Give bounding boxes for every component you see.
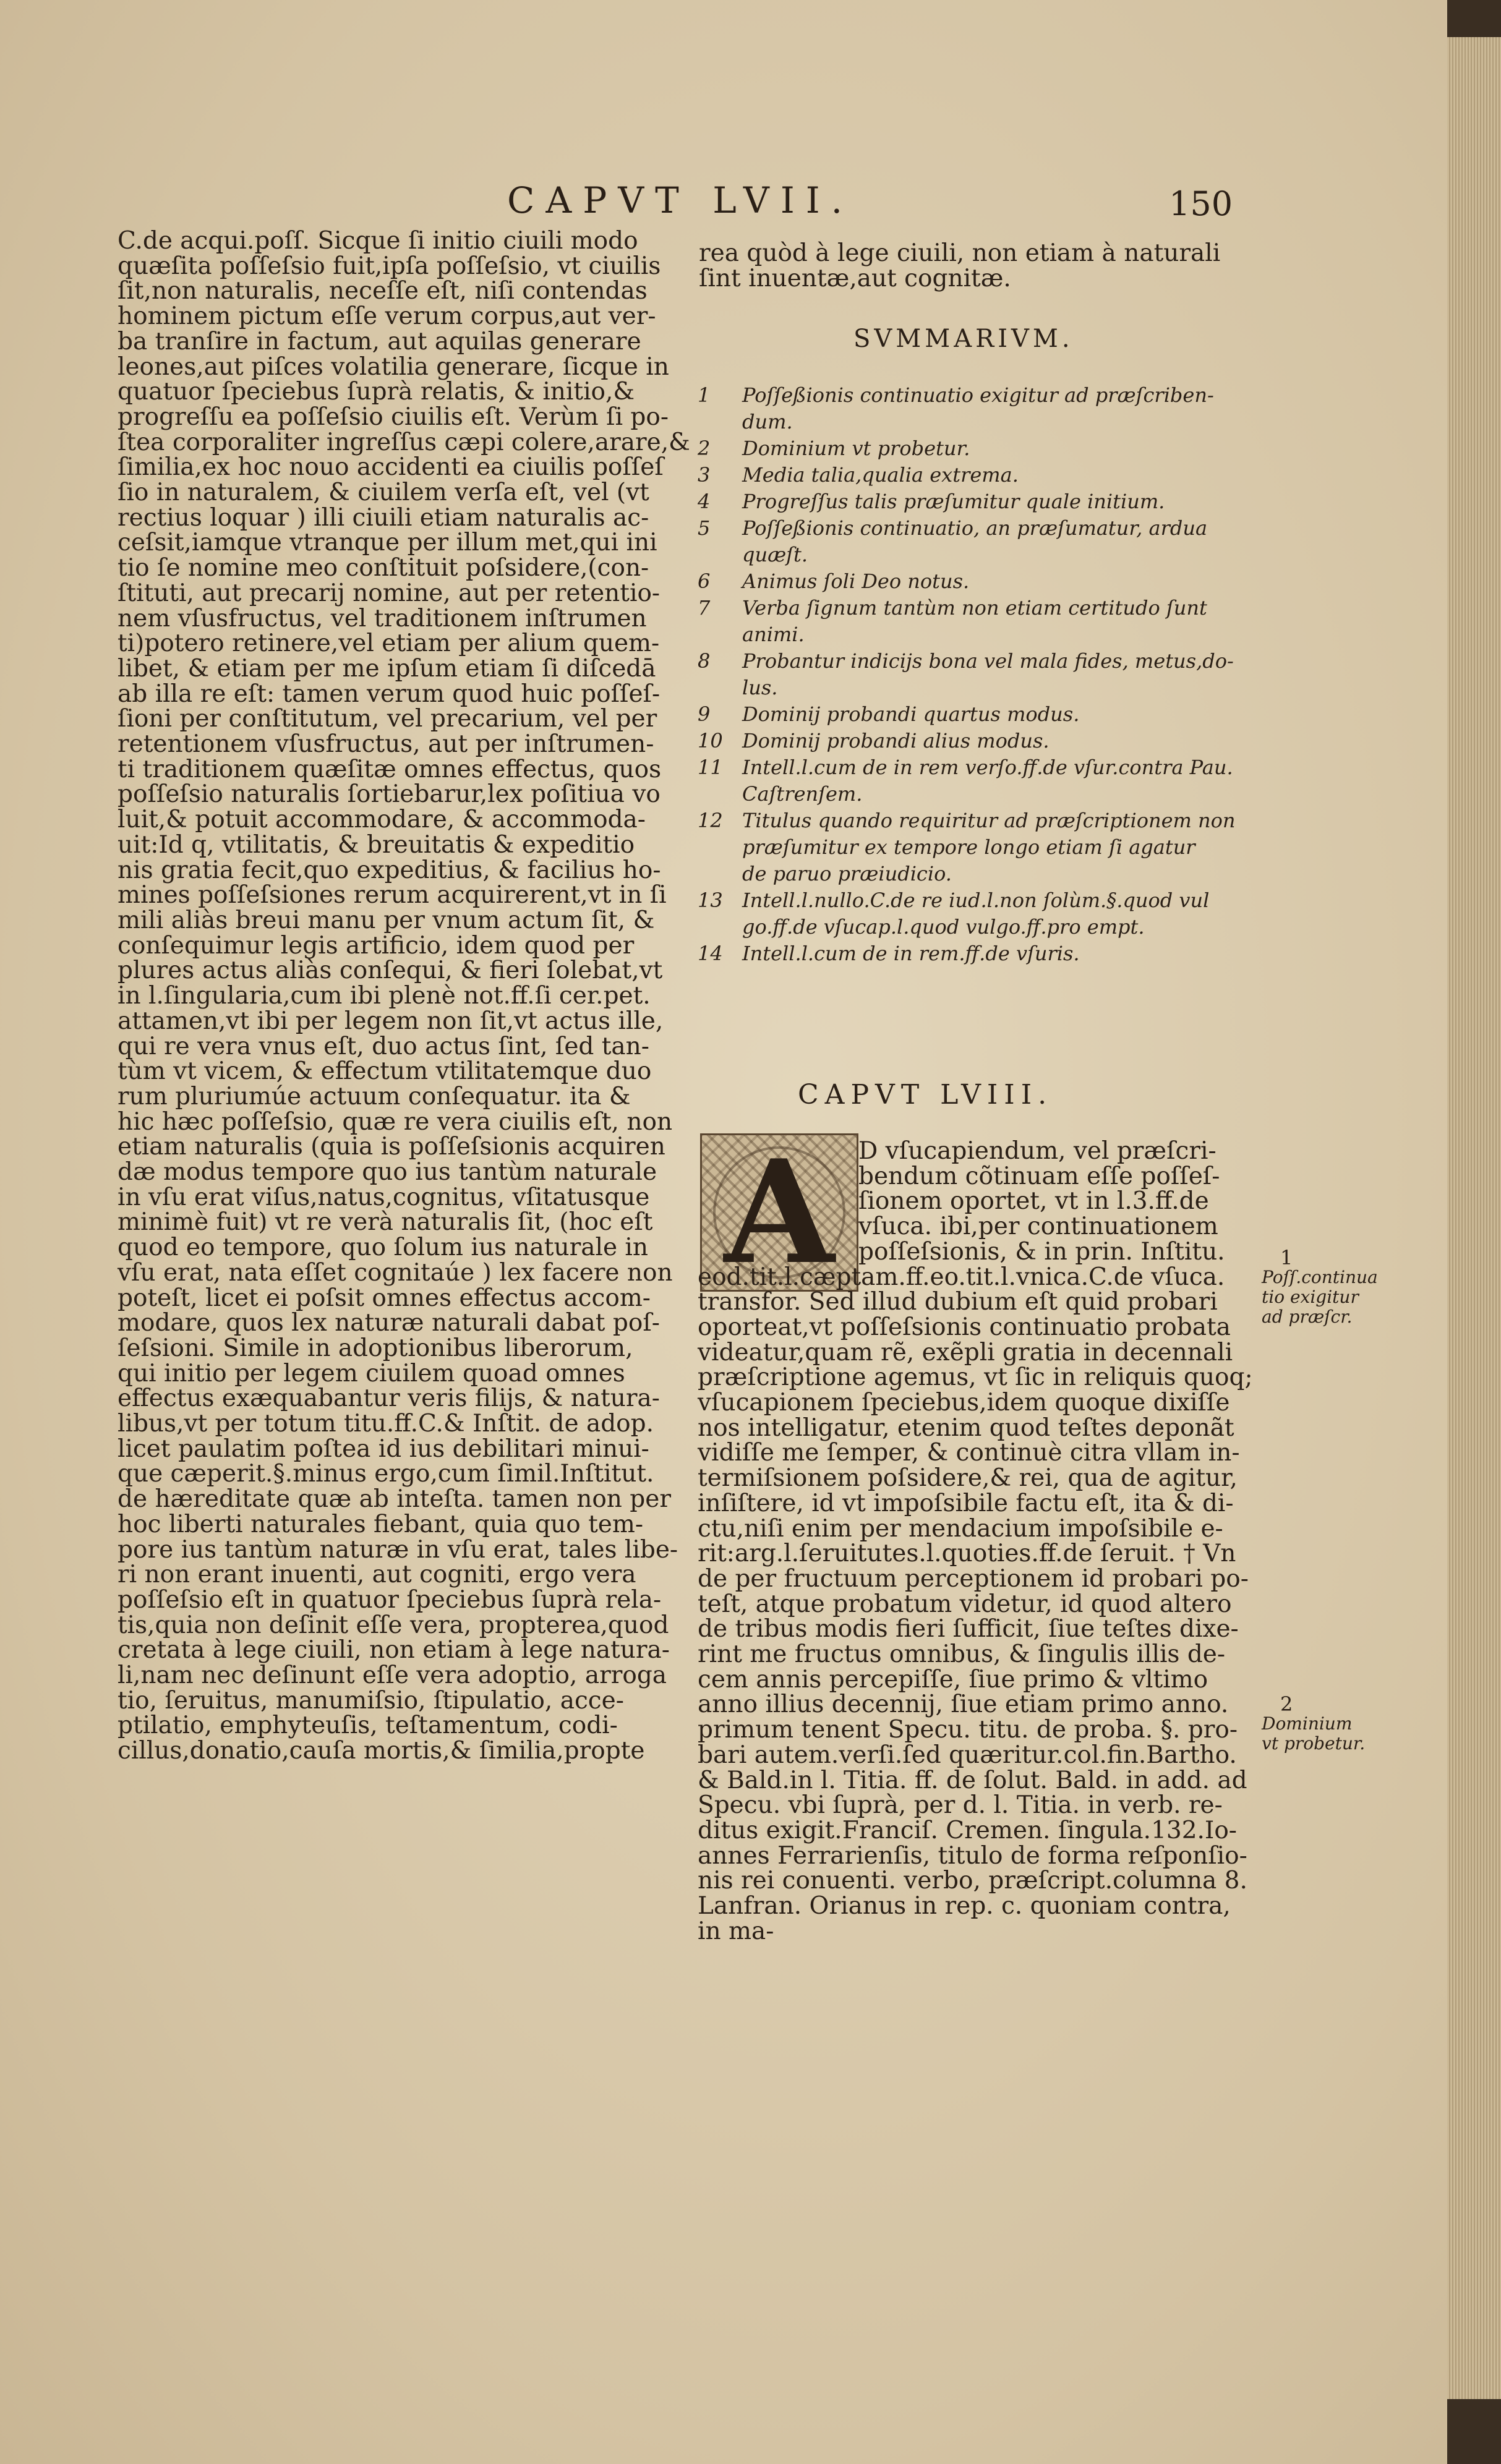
text-line: qui re vera vnus eſt, duo actus ſint, ſed tan- xyxy=(118,1032,649,1060)
text-line: modare, quos lex naturæ naturali dabat poſ- xyxy=(118,1309,660,1337)
text-line: D vſucapiendum, vel præſcri- xyxy=(858,1137,1217,1165)
text-line: licet paulatim poſtea id ius debilitari minui- xyxy=(118,1434,649,1463)
text-line: que cæperit.§.minus ergo,cum ſimil.Inſtitut. xyxy=(118,1460,654,1488)
summary-item-number: 13 xyxy=(698,889,723,912)
text-line: vſu erat, nata eſſet cognitaúe ) lex facere non xyxy=(118,1258,673,1287)
text-line: quatuor ſpeciebus ſuprà relatis, & initio,& xyxy=(118,378,635,406)
text-line: qui initio per legem ciuilem quoad omnes xyxy=(118,1359,625,1388)
text-line: poteſt, licet ei poſsit omnes effectus accom- xyxy=(118,1284,651,1312)
text-line: leones,aut piſces volatilia generare, ſicque in xyxy=(118,352,669,381)
text-line: eod.tit.l.cæptam.ff.eo.tit.l.vnica.C.de vſuca. xyxy=(698,1263,1225,1291)
text-line: progreſſu ea poſſeſsio ciuilis eſt. Verùm ſi po- xyxy=(118,403,669,431)
text-line: primum tenent Specu. titu. de proba. §. pro- xyxy=(698,1716,1238,1744)
text-line: ceſsit,iamque vtranque per illum met,qui ini xyxy=(118,529,657,557)
summary-item-text: Poſſeßionis continuatio exigitur ad præſcriben- xyxy=(742,383,1214,407)
text-line: retentionem vſusfructus, aut per inſtrumen- xyxy=(118,730,654,759)
summary-item-number: 9 xyxy=(698,702,711,726)
text-line: ſtea corporaliter ingreſſus cæpi colere,arare,& xyxy=(118,428,690,456)
summary-item-continuation: animi. xyxy=(742,623,805,646)
text-line: rint me fructus omnibus, & ſingulis illis de- xyxy=(698,1640,1226,1669)
page-edges xyxy=(1447,37,1501,2399)
text-line: in ma- xyxy=(698,1917,774,1945)
summary-item xyxy=(698,515,1242,542)
summary-item-text: Dominij probandi alius modus. xyxy=(742,729,1050,752)
left-column-text xyxy=(118,227,690,1765)
summary-item-number: 6 xyxy=(698,569,711,593)
right-column-continuation xyxy=(699,241,1231,291)
text-line: nos intelligatur, etenim quod teſtes deponãt xyxy=(698,1413,1234,1442)
text-line: hic hæc poſſeſsio, quæ re vera ciuilis eſt, non xyxy=(118,1107,673,1136)
text-line: oporteat,vt poſſeſsionis continuatio probata xyxy=(698,1313,1231,1341)
summary-item xyxy=(698,808,1242,834)
text-line: poſſeſsio naturalis ſortiebarur,lex poſitiua vo xyxy=(118,780,661,809)
text-line: ſimilia,ex hoc nouo accidenti ea ciuilis poſſeſ xyxy=(118,453,664,482)
text-line: luit,& potuit accommodare, & accommoda- xyxy=(118,806,646,834)
text-line: pore ius tantùm naturæ in vſu erat, tales libe- xyxy=(118,1535,678,1564)
text-line: ſit,non naturalis, neceſſe eſt, niſi contendas xyxy=(118,277,648,305)
text-line: cem annis percepiſſe, ſiue primo & vltimo xyxy=(698,1665,1208,1694)
summary-item xyxy=(698,435,1242,462)
text-line: rectius loquar ) illi ciuili etiam naturalis ac- xyxy=(118,503,649,532)
text-line: minimè fuit) vt re verà naturalis ſit, (hoc eſt xyxy=(118,1208,653,1237)
text-line: ba tranſire in factum, aut aquilas generare xyxy=(118,327,641,356)
summary-item-number: 5 xyxy=(698,516,711,540)
text-line: mines poſſeſsiones rerum acquirerent,vt in ſi xyxy=(118,881,667,910)
text-line: ptilatio, emphyteuſis, teſtamentum, codi- xyxy=(118,1712,618,1740)
text-line: ab illa re eſt: tamen verum quod huic poſſeſ- xyxy=(118,680,661,708)
text-line: tis,quia non deſinit eſſe vera, propterea,quod xyxy=(118,1611,669,1639)
text-line: vſuca. ibi,per continuationem xyxy=(858,1213,1218,1241)
summary-item-text: Intell.l.cum de in rem verſo.ff.de vſur.contra Pau. xyxy=(742,756,1233,779)
text-line: quæſita poſſeſsio fuit,ipſa poſſeſsio, vt ciuilis xyxy=(118,252,661,280)
summary-item-continuation: lus. xyxy=(742,676,778,699)
text-line: vidiſſe me ſemper, & continuè citra vllam in- xyxy=(698,1439,1240,1467)
text-line: tùm vt vicem, & effectum vtilitatemque duo xyxy=(118,1057,652,1086)
text-line: de per fructuum perceptionem id probari po- xyxy=(698,1564,1249,1593)
summary-item-number: 8 xyxy=(698,649,711,673)
text-line: nis rei conuenti. verbo, præſcript.columna 8. xyxy=(698,1867,1247,1895)
summary-item-text: Media talia,qualia extrema. xyxy=(742,463,1019,487)
text-line: plures actus aliàs conſequi, & fieri ſolebat,vt xyxy=(118,957,663,985)
summary-item-text: Progreſſus talis præſumitur quale initium. xyxy=(742,490,1165,513)
summary-item-number: 7 xyxy=(698,596,711,620)
text-line: cillus,donatio,cauſa mortis,& ſimilia,propte xyxy=(118,1737,645,1765)
text-line: de tribus modis fieri ſufficit, ſiue teſtes dixe- xyxy=(698,1615,1239,1643)
text-line: hoc liberti naturales fiebant, quia quo tem- xyxy=(118,1510,644,1538)
summary-item-number: 4 xyxy=(698,490,711,513)
text-line: etiam naturalis (quia is poſſeſsionis acquiren xyxy=(118,1133,665,1161)
summary-item-text: Animus ſoli Deo notus. xyxy=(742,569,970,593)
text-line: in l.ſingularia,cum ibi plenè not.ff.ſi cer.pet. xyxy=(118,982,651,1010)
summary-item xyxy=(698,488,1242,515)
summary-item xyxy=(698,595,1242,621)
text-line: hominem pictum eſſe verum corpus,aut ver- xyxy=(118,302,656,331)
text-line: tio, ſeruitus, manumiſsio, ſtipulatio, acce- xyxy=(118,1686,624,1715)
text-line: tio ſe nomine meo conſtituit poſsidere,(con- xyxy=(118,554,649,582)
summary-item xyxy=(698,568,1242,595)
text-line: uit:Id q, vtilitatis, & breuitatis & expeditio xyxy=(118,830,635,859)
summary-item xyxy=(698,462,1242,488)
text-line: cretata à lege ciuili, non etiam à lege natura- xyxy=(118,1636,670,1665)
text-line: ti traditionem quæſitæ omnes effectus, quos xyxy=(118,755,662,783)
text-line: ſtituti, aut precarij nomine, aut per retentio- xyxy=(118,579,661,607)
summary-item-continuation: præſumitur ex tempore longo etiam ſi agatur xyxy=(742,835,1195,859)
summary-item-text: Intell.l.nullo.C.de re iud.l.non ſolùm.§.quod vul xyxy=(742,889,1210,912)
summary-item-text: Poſſeßionis continuatio, an præſumatur, ardua xyxy=(742,516,1208,540)
text-line: Lanfran. Orianus in rep. c. quoniam contra, xyxy=(698,1892,1231,1920)
text-line: libus,vt per totum titu.ff.C.& Inſtit. de adop. xyxy=(118,1410,654,1438)
summary-item-number: 1 xyxy=(698,383,711,407)
summary-item-text: Dominium vt probetur. xyxy=(742,437,970,460)
text-line: ctu,niſi enim per mendacium impoſsibile e- xyxy=(698,1514,1223,1543)
summary-item-text: Titulus quando requiritur ad præſcriptionem non xyxy=(742,809,1236,832)
text-line: rum pluriumúe actuum conſequatur. ita & xyxy=(118,1082,631,1111)
text-line: ſint inuentæ,aut cognitæ. xyxy=(699,264,1011,292)
text-line: bari autem.verſi.ſed quæritur.col.fin.Bartho. xyxy=(698,1741,1237,1769)
text-line: bendum cõtinuam eſſe poſſeſ- xyxy=(858,1162,1220,1190)
chapter-58-body xyxy=(698,1137,1253,1945)
text-line: li,nam nec deſinunt eſſe vera adoptio, arroga xyxy=(118,1661,667,1690)
summary-list xyxy=(698,382,1242,967)
page-number: 150 xyxy=(1169,184,1233,223)
summary-item-text: Intell.l.cum de in rem.ff.de vſuris. xyxy=(742,942,1080,965)
summary-item-continuation: go.ff.de vſucap.l.quod vulgo.ff.pro empt. xyxy=(742,915,1145,939)
summary-heading: SVMMARIVM. xyxy=(853,325,1074,353)
text-line: ſionem oportet, vt in l.3.ff.de xyxy=(858,1187,1209,1216)
text-line: rit:arg.l.ſeruitutes.l.quoties.ff.de ſeruit. † Vn xyxy=(698,1540,1236,1568)
summary-item xyxy=(698,701,1242,728)
summary-item xyxy=(698,648,1242,675)
text-line: & Bald.in l. Titia. ff. de ſolut. Bald. in add. ad xyxy=(698,1766,1247,1794)
summary-item-number: 12 xyxy=(698,809,723,832)
summary-item-continuation: dum. xyxy=(742,410,793,433)
text-line: rea quòd à lege ciuili, non etiam à naturali xyxy=(699,239,1221,267)
summary-item xyxy=(698,728,1242,754)
text-line: ri non erant inuenti, aut cogniti, ergo vera xyxy=(118,1561,636,1589)
summary-item-continuation: de paruo præiudicio. xyxy=(742,862,952,885)
text-line: effectus exæquabantur veris filijs, & natura- xyxy=(118,1384,660,1413)
summary-item-number: 14 xyxy=(698,942,723,965)
margin-note-1: 1 Poſſ.continua tio exigitur ad præſcr. xyxy=(1262,1246,1378,1327)
summary-item xyxy=(698,382,1242,409)
text-line: annes Ferrarienſis, titulo de forma reſponſio- xyxy=(698,1841,1247,1870)
summary-item-continuation: Caſtrenſem. xyxy=(742,782,863,806)
text-line: mili aliàs breui manu per vnum actum ſit, & xyxy=(118,906,655,934)
text-line: attamen,vt ibi per legem non ſit,vt actus ille, xyxy=(118,1007,664,1035)
text-line: quod eo tempore, quo ſolum ius naturale in xyxy=(118,1234,649,1262)
text-line: dæ modus tempore quo ius tantùm naturale xyxy=(118,1158,657,1187)
text-line: nis gratia fecit,quo expeditius, & facilius ho- xyxy=(118,856,661,884)
chapter-header-title: CAPVT LVII. xyxy=(507,179,854,221)
text-line: præſcriptione agemus, vt ſic in reliquis quoq; xyxy=(698,1363,1253,1392)
text-line: ſeſsioni. Simile in adoptionibus liberorum, xyxy=(118,1334,633,1362)
summary-item-number: 11 xyxy=(698,756,723,779)
summary-item-text: Dominij probandi quartus modus. xyxy=(742,702,1080,726)
summary-item-number: 10 xyxy=(698,729,723,752)
text-line: libet, & etiam per me ipſum etiam ſi diſcedā xyxy=(118,654,656,683)
text-line: nem vſusfructus, vel traditionem inſtrumen xyxy=(118,604,647,633)
text-line: termiſsionem poſsidere,& rei, qua de agitur, xyxy=(698,1464,1238,1493)
text-line: ditus exigit.Franciſ. Cremen. ſingula.132.Io- xyxy=(698,1816,1237,1844)
text-line: vſucapionem ſpeciebus,idem quoque dixiſſe xyxy=(698,1389,1230,1417)
summary-item-text: Verba ſignum tantùm non etiam certitudo ſunt xyxy=(742,596,1207,620)
chapter-58-title: CAPVT LVIII. xyxy=(798,1079,1053,1111)
text-line: transfor. Sed illud dubium eſt quid probari xyxy=(698,1288,1218,1316)
summary-item-number: 2 xyxy=(698,437,711,460)
text-line: ſioni per conſtitutum, vel precarium, vel per xyxy=(118,705,657,733)
text-line: poſſeſsio eſt in quatuor ſpeciebus ſuprà rela- xyxy=(118,1585,662,1614)
text-line: videatur,quam rẽ, exẽpli gratia in decennali xyxy=(698,1338,1233,1366)
summary-item xyxy=(698,754,1242,781)
text-line: anno illius decennij, ſiue etiam primo anno. xyxy=(698,1690,1229,1719)
margin-note-2: 2 Dominium vt probetur. xyxy=(1262,1692,1366,1754)
summary-item-continuation: quæſt. xyxy=(742,543,808,566)
running-header xyxy=(0,179,1447,229)
text-line: ſio in naturalem, & ciuilem verſa eſt, vel (vt xyxy=(118,479,649,507)
initial-letter-glyph: A xyxy=(724,1135,835,1290)
text-line: inſiſtere, id vt impoſsibile factu eſt, ita & di- xyxy=(698,1489,1234,1517)
text-line: teſt, atque probatum videtur, id quod altero xyxy=(698,1590,1232,1618)
summary-item xyxy=(698,887,1242,914)
text-line: C.de acqui.poſſ. Sicque ſi initio ciuili modo xyxy=(118,227,638,255)
text-line: conſequimur legis artificio, idem quod per xyxy=(118,931,635,960)
summary-item-number: 3 xyxy=(698,463,711,487)
text-line: in vſu erat viſus,natus,cognitus, vſitatusque xyxy=(118,1183,650,1211)
summary-item-text: Probantur indicijs bona vel mala fides, metus,do- xyxy=(742,649,1234,673)
text-line: poſſeſsionis, & in prin. Inſtitu. xyxy=(858,1237,1225,1266)
summary-item xyxy=(698,940,1242,967)
text-line: Specu. vbi ſuprà, per d. l. Titia. in verb. re- xyxy=(698,1791,1223,1820)
text-line: ti)potero retinere,vel etiam per alium quem- xyxy=(118,629,660,658)
text-line: de hæreditate quæ ab inteſta. tamen non per xyxy=(118,1485,672,1514)
